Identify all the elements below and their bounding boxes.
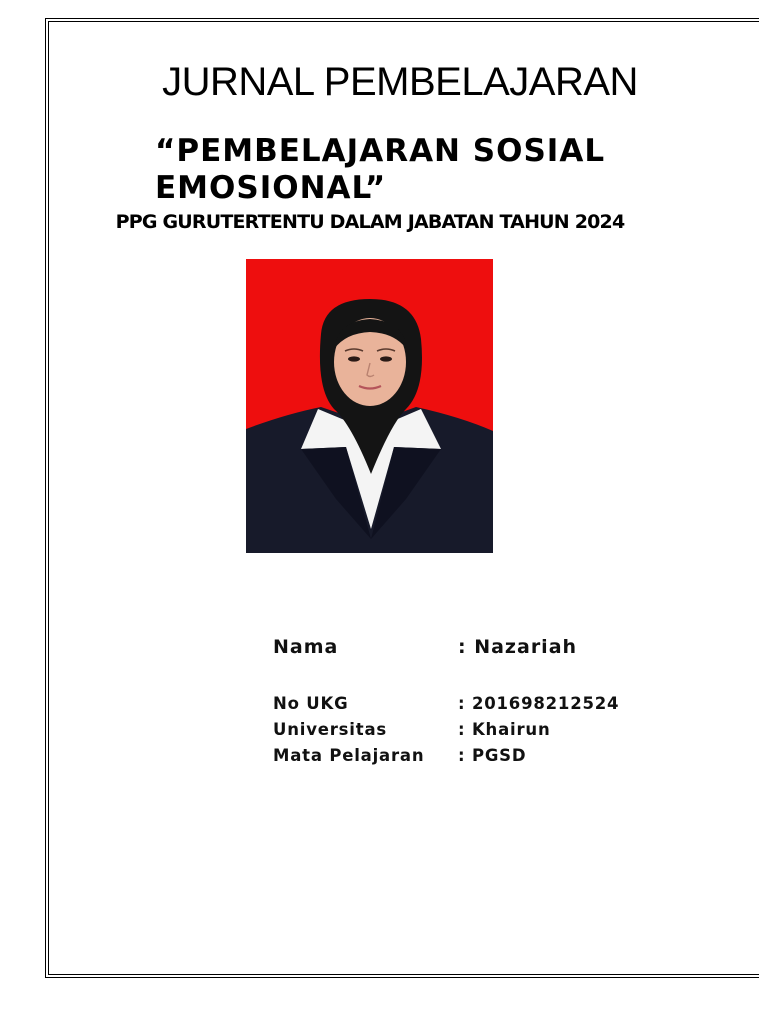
info-row-mata-pelajaran (273, 746, 619, 772)
info-label: Nama (273, 636, 339, 658)
info-value: : 201698212524 (458, 694, 620, 713)
identity-info (273, 636, 619, 772)
info-value: : PGSD (458, 746, 527, 765)
subtitle-line-2: EMOSIONAL” (155, 170, 387, 206)
document-subtitle (155, 133, 715, 207)
profile-photo (246, 259, 493, 553)
info-label: Universitas (273, 720, 388, 739)
info-row-no-ukg (273, 694, 619, 720)
info-row-universitas (273, 720, 619, 746)
info-value: : Khairun (458, 720, 551, 739)
info-label: No UKG (273, 694, 349, 713)
program-line: PPG GURUTERTENTU DALAM JABATAN TAHUN 2024 (115, 211, 625, 233)
info-row-nama (273, 636, 619, 694)
info-label: Mata Pelajaran (273, 746, 425, 765)
document-title: JURNAL PEMBELAJARAN (162, 60, 638, 104)
subtitle-line-1: “PEMBELAJARAN SOSIAL (155, 133, 606, 169)
info-value: : Nazariah (458, 636, 578, 658)
